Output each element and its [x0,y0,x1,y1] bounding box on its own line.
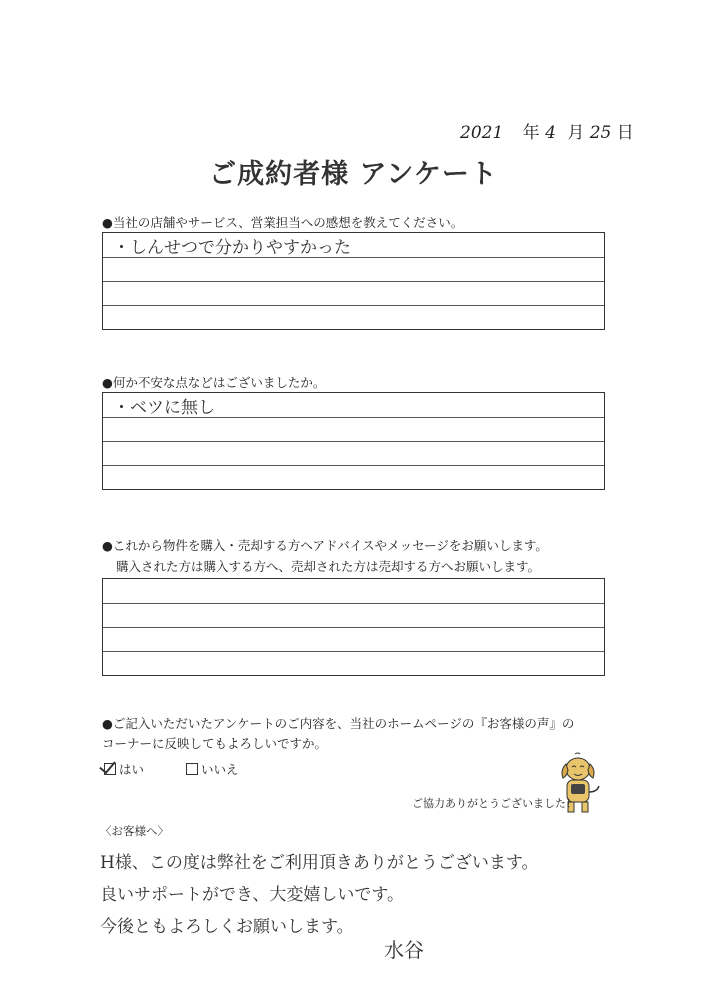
no-checkbox[interactable] [186,763,198,775]
ruled-line [103,305,604,306]
ruled-line [103,441,604,442]
yes-label: はい [119,762,145,777]
date-day: 25 [589,123,612,143]
ruled-line [103,281,604,282]
date-year-unit: 年 [522,123,540,143]
page-title: ご成約者様 アンケート [209,159,498,190]
date [460,118,634,143]
message-line-1: H様、この度は弊社をご利用頂きありがとうございます。 [100,853,539,873]
ruled-line [103,603,604,604]
date-day-unit: 日 [616,123,634,143]
ruled-line [103,651,604,652]
q3-label: ●これから物件を購入・売却する方へアドバイスやメッセージをお願いします。 [102,538,548,553]
q1-label: ●当社の店舗やサービス、営業担当への感想を教えてください。 [102,215,464,230]
signature: 水谷 [384,938,424,962]
message-line-2: 良いサポートができ、大変嬉しいです。 [100,885,404,905]
message-line-3: 今後ともよろしくお願いします。 [100,917,354,937]
q3-sub-label: 購入された方は購入する方へ、売却された方は売却する方へお願いします。 [116,559,541,574]
date-month-unit: 月 [567,123,585,143]
ruled-line [103,627,604,628]
q2-label: ●何か不安な点などはございましたか。 [102,375,326,390]
yes-checkbox[interactable] [104,763,116,775]
ruled-line [103,465,604,466]
q2-answer-box [102,392,605,490]
q4-label-line2: コーナーに反映してもよろしいですか。 [102,736,328,751]
q3-answer-box [102,578,605,676]
q4-yes-option[interactable] [104,760,144,778]
q1-answer: ・しんせつで分かりやすかった [113,238,351,258]
message-header: 〈お客様へ〉 [100,824,169,838]
q4-label-line1: ●ご記入いただいたアンケートのご内容を、当社のホームページの『お客様の声』の [102,716,575,731]
q2-answer: ・ベツに無し [113,398,215,418]
date-month: 4 [545,123,556,143]
thanks-text: ご協力ありがとうございました！ [412,797,577,810]
q4-no-option[interactable] [186,760,239,778]
q1-answer-box [102,232,605,330]
date-year: 2021 [460,123,504,143]
no-label: いいえ [201,762,239,777]
